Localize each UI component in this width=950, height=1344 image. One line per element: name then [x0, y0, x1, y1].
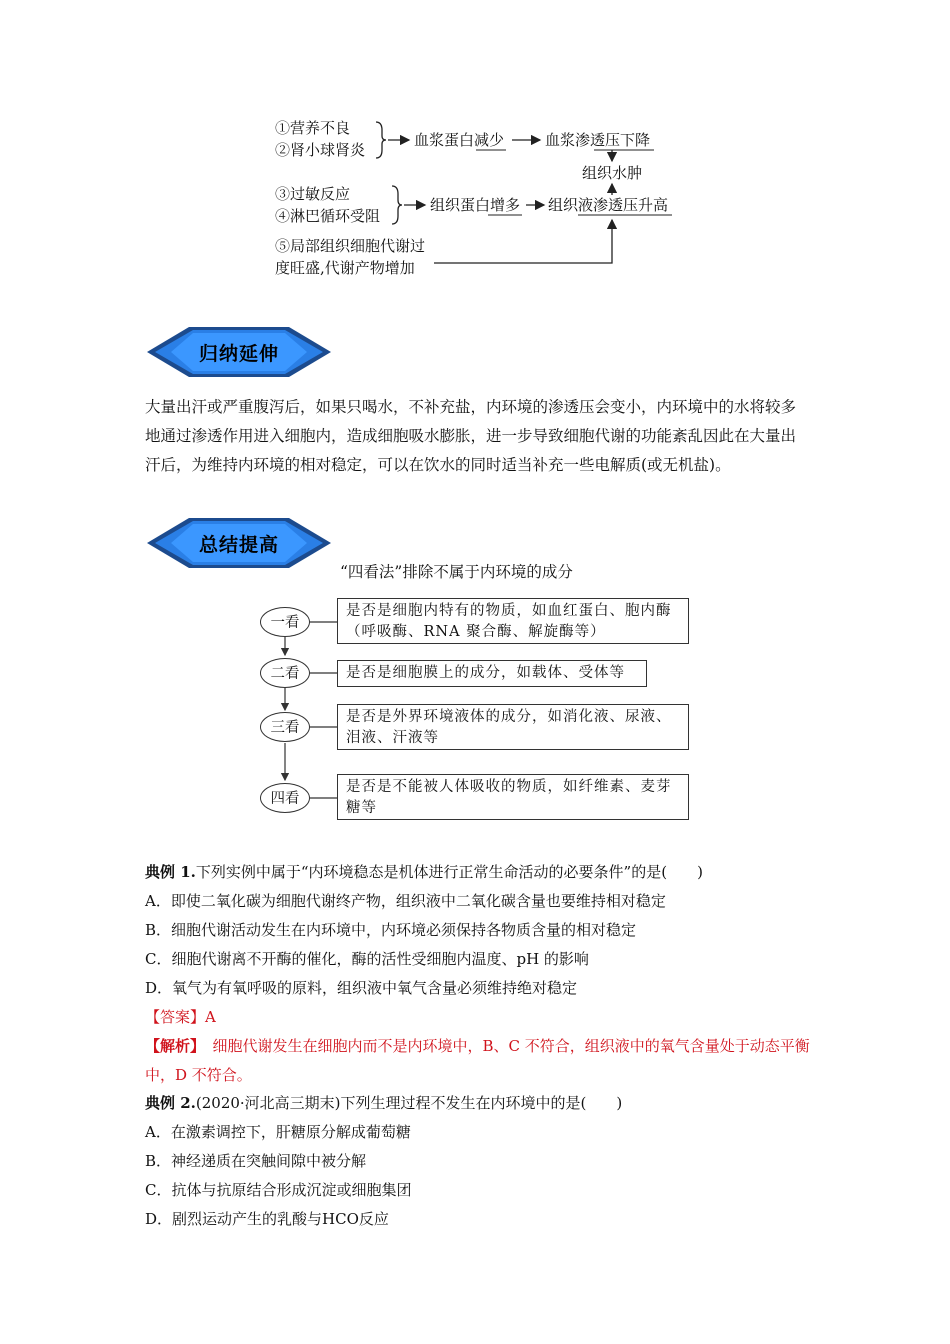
- analysis-text: 细胞代谢发生在细胞内而不是内环境中，B、C 不符合，组织液中的氧气含量处于动态平衡中，D 不符合。: [145, 1037, 810, 1084]
- step-2-label: 二看: [260, 658, 310, 688]
- tissue-protein-increase: 组织蛋白增多: [430, 196, 521, 214]
- example-2-prefix: 典例 2.: [145, 1094, 196, 1112]
- step-4-box: 是否是不能被人体吸收的物质，如纤维素、麦芽糖等: [337, 774, 689, 820]
- step-2-box: 是否是细胞膜上的成分，如载体、受体等: [337, 660, 647, 687]
- four-looks-title: “四看法”排除不属于内环境的成分: [340, 563, 573, 581]
- tissue-osmotic-pressure-increase: 组织液渗透压升高: [548, 196, 669, 214]
- example-1-question: [145, 861, 703, 883]
- cause-2: ②肾小球肾炎: [275, 141, 366, 159]
- tissue-edema: 组织水肿: [582, 164, 643, 182]
- analysis-label: 【解析】: [145, 1037, 198, 1055]
- example-1-text: 下列实例中属于“内环境稳态是机体进行正常生命活动的必要条件”的是( ): [195, 863, 703, 881]
- example-2-text: (2020·河北高三期末)下列生理过程不发生在内环境中的是( ): [195, 1094, 623, 1112]
- step-1-box: 是否是细胞内特有的物质，如血红蛋白、胞内酶（呼吸酶、RNA 聚合酶、解旋酶等）: [337, 598, 689, 644]
- step-3-box: 是否是外界环境液体的成分，如消化液、尿液、泪液、汗液等: [337, 704, 689, 750]
- cause-5-line1: ⑤局部组织细胞代谢过: [275, 237, 426, 255]
- step-1-label: 一看: [260, 607, 310, 637]
- plasma-protein-decrease: 血浆蛋白减少: [414, 131, 505, 149]
- induction-paragraph: 大量出汗或严重腹泻后，如果只喝水，不补充盐，内环境的渗透压会变小，内环境中的水将较多地通过渗透作用进入细胞内，造成细胞吸水膨胀，进一步导致细胞代谢的功能紊乱因此在大量出汗后，为维持内环境的相对稳定，可以在饮水的同时适当补充一些电解质(或无机盐)。: [145, 398, 797, 474]
- cause-5-line2: 度旺盛,代谢产物增加: [275, 259, 415, 277]
- example-1-analysis: [145, 1032, 810, 1090]
- example-1-option-b: B．细胞代谢活动发生在内环境中，内环境必须保持各物质含量的相对稳定: [145, 921, 637, 939]
- example-2-option-c: C．抗体与抗原结合形成沉淀或细胞集团: [145, 1181, 412, 1199]
- example-1-option-c: C．细胞代谢离不开酶的催化，酶的活性受细胞内温度、pH 的影响: [145, 950, 589, 968]
- example-2-question: [145, 1092, 622, 1114]
- badge-label: 总结提高: [198, 534, 279, 556]
- plasma-osmotic-pressure-decrease: 血浆渗透压下降: [545, 131, 651, 149]
- cause-4: ④淋巴循环受阻: [275, 207, 381, 225]
- example-2-option-a: A．在激素调控下，肝糖原分解成葡萄糖: [145, 1123, 411, 1141]
- example-2-option-d: D．剧烈运动产生的乳酸与HCO反应: [145, 1210, 389, 1228]
- step-3-label: 三看: [260, 712, 310, 742]
- example-1-option-a: A．即使二氧化碳为细胞代谢终产物，组织液中二氧化碳含量也要维持相对稳定: [145, 892, 666, 910]
- badge-label: 归纳延伸: [198, 343, 279, 365]
- cause-3: ③过敏反应: [275, 185, 351, 203]
- step-4-label: 四看: [260, 783, 310, 813]
- example-1-prefix: 典例 1.: [145, 863, 196, 881]
- cause-1: ①营养不良: [275, 119, 351, 137]
- example-2-option-b: B．神经递质在突触间隙中被分解: [145, 1152, 367, 1170]
- example-1-answer: 【答案】A: [145, 1008, 216, 1026]
- example-1-option-d: D．氧气为有氧呼吸的原料，组织液中氧气含量必须维持绝对稳定: [145, 979, 578, 997]
